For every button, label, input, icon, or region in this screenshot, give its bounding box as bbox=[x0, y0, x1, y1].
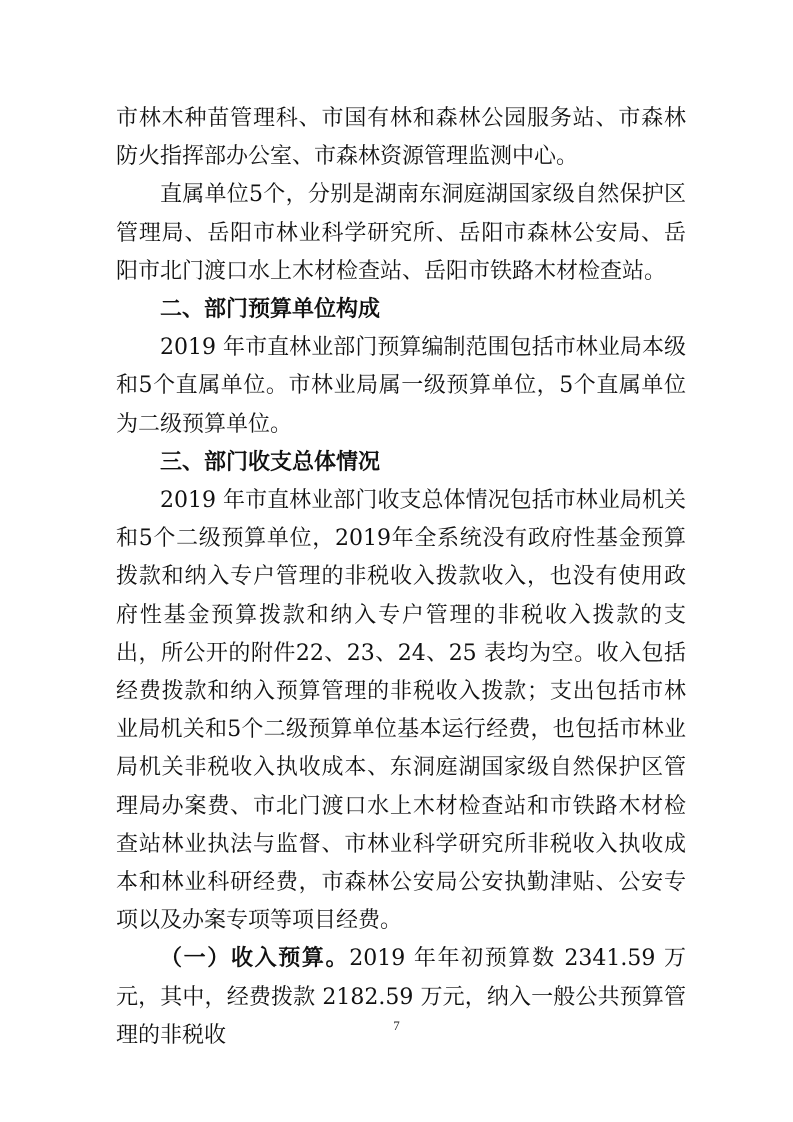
paragraph-budget-units: 2019 年市直林业部门预算编制范围包括市林业局本级和5个直属单位。市林业局属一级预算单位，5个直属单位为二级预算单位。 bbox=[116, 335, 686, 437]
subheading-income-budget: （一）收入预算。 bbox=[160, 946, 350, 972]
page-body bbox=[116, 100, 686, 1055]
page-number: 7 bbox=[393, 1018, 400, 1033]
paragraph-direct-units: 直属单位5个，分别是湖南东洞庭湖国家级自然保护区管理局、岳阳市林业科学研究所、岳阳市森林公安局、岳阳市北门渡口水上木材检查站、岳阳市铁路木材检查站。 bbox=[116, 182, 686, 284]
section-heading-budget-units: 二、部门预算单位构成 bbox=[160, 297, 381, 323]
paragraph-income-expense: 2019 年市直林业部门收支总体情况包括市林业局机关和5个二级预算单位，2019年全系统没有政府性基金预算拨款和纳入专户管理的非税收入拨款收入，也没有使用政府性基金预算拨款和纳入专户管理的非税收入拨款的支出，所公开的附件22、23、24、25 表均为空。收入包括经费拨款和纳入预算管理的非税收入拨款；支出包括市林业局机关和5个二级预算单位基本运行经费，也包括市林业局机关非税收入执收成本、东洞庭湖国家级自然保护区管理局办案费、市北门渡口水上木材检查站和市铁路木材检查站林业执法与监督、市林业科学研究所非税收入执收成本和林业科研经费，市森林公安局公安执勤津贴、公安专项以及办案专项等项目经费。 bbox=[116, 488, 686, 934]
paragraph-dept-list-continued: 市林木种苗管理科、市国有林和森林公园服务站、市森林防火指挥部办公室、市森林资源管理监测中心。 bbox=[116, 106, 686, 170]
paragraph-income-budget-text: 2019 年年初预算数 2341.59 万元，其中，经费拨款 2182.59 万元，纳入一般公共预算管理的非税收 bbox=[116, 946, 686, 1048]
section-heading-income-expense: 三、部门收支总体情况 bbox=[160, 449, 381, 475]
paragraph-income-budget bbox=[116, 940, 686, 1055]
